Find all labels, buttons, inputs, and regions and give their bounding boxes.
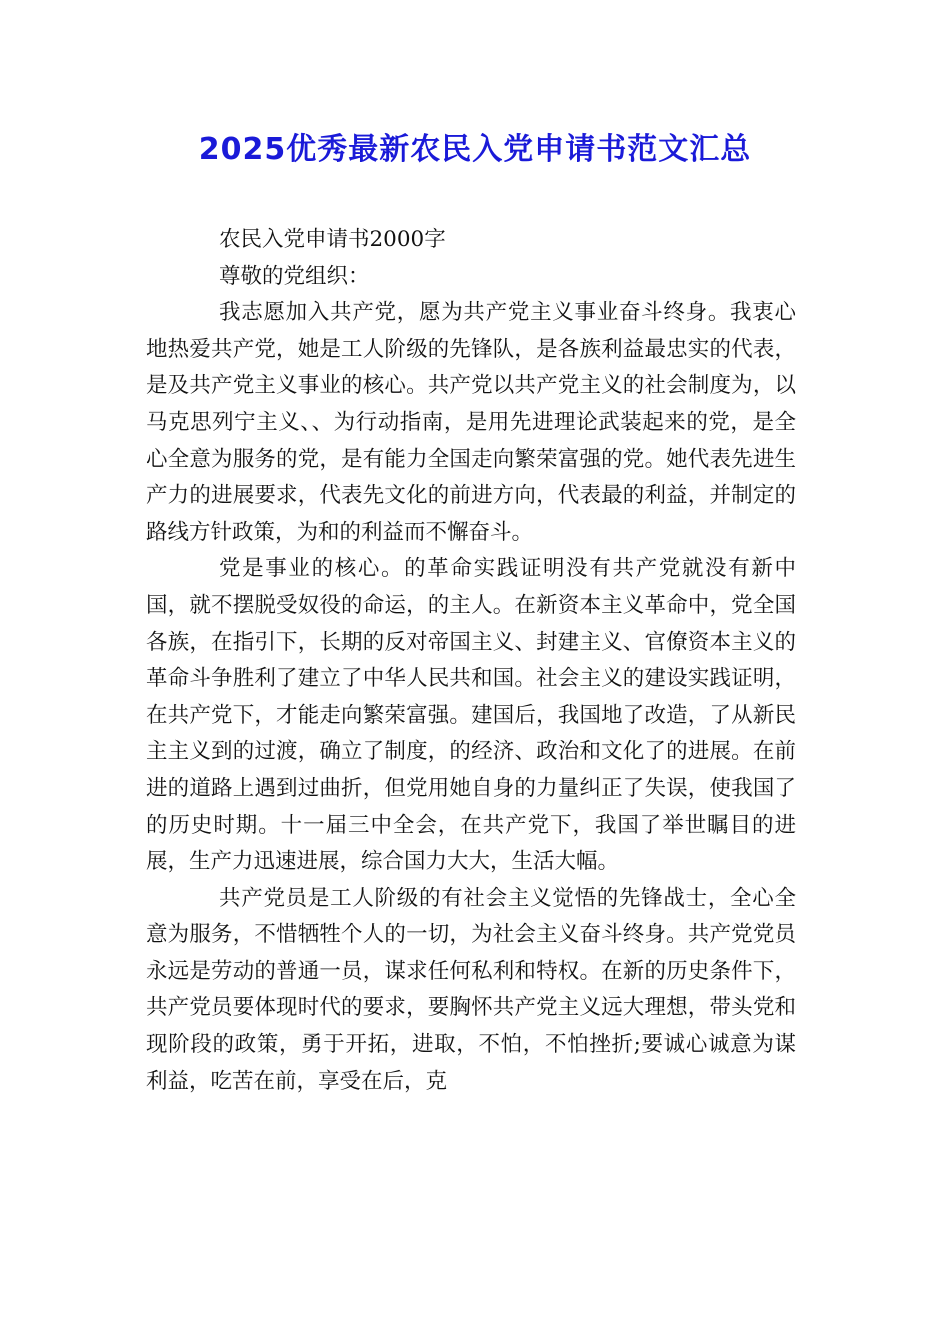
paragraph: 党是事业的核心。的革命实践证明没有共产党就没有新中国，就不摆脱受奴役的命运，的主人。在新资本主义革命中，党全国各族，在指引下，长期的反对帝国主义、封建主义、官僚资本主义的革命斗争胜利了建立了中华人民共和国。社会主义的建设实践证明，在共产党下，才能走向繁荣富强。建国后，我国地了改造，了从新民主主义到的过渡，确立了制度，的经济、政治和文化了的进展。在前进的道路上遇到过曲折，但党用她自身的力量纠正了失误，使我国了的历史时期。十一届三中全会，在共产党下，我国了举世瞩目的进展，生产力迅速进展，综合国力大大，生活大幅。	[146, 556, 796, 875]
document-body	[146, 222, 796, 1100]
salutation: 尊敬的党组织：	[219, 263, 370, 289]
paragraph: 我志愿加入共产党，愿为共产党主义事业奋斗终身。我衷心地热爱共产党，她是工人阶级的先锋队，是各族利益最忠实的代表，是及共产党主义事业的核心。共产党以共产党主义的社会制度为，以马克思列宁主义、、为行动指南，是用先进理论武装起来的党，是全心全意为服务的党，是有能力全国走向繁荣富强的党。她代表先进生产力的进展要求，代表先文化的前进方向，代表最的利益，并制定的路线方针政策，为和的利益而不懈奋斗。	[146, 300, 796, 545]
paragraph: 共产党员是工人阶级的有社会主义觉悟的先锋战士，全心全意为服务，不惜牺牲个人的一切，为社会主义奋斗终身。共产党党员永远是劳动的普通一员，谋求任何私利和特权。在新的历史条件下，共产党员要体现时代的要求，要胸怀共产党主义远大理想，带头党和现阶段的政策，勇于开拓，进取，不怕，不怕挫折;要诚心诚意为谋利益，吃苦在前，享受在后，克	[146, 885, 796, 1094]
document-subtitle: 农民入党申请书2000字	[219, 227, 446, 252]
document-title: 2025优秀最新农民入党申请书范文汇总	[198, 132, 752, 167]
